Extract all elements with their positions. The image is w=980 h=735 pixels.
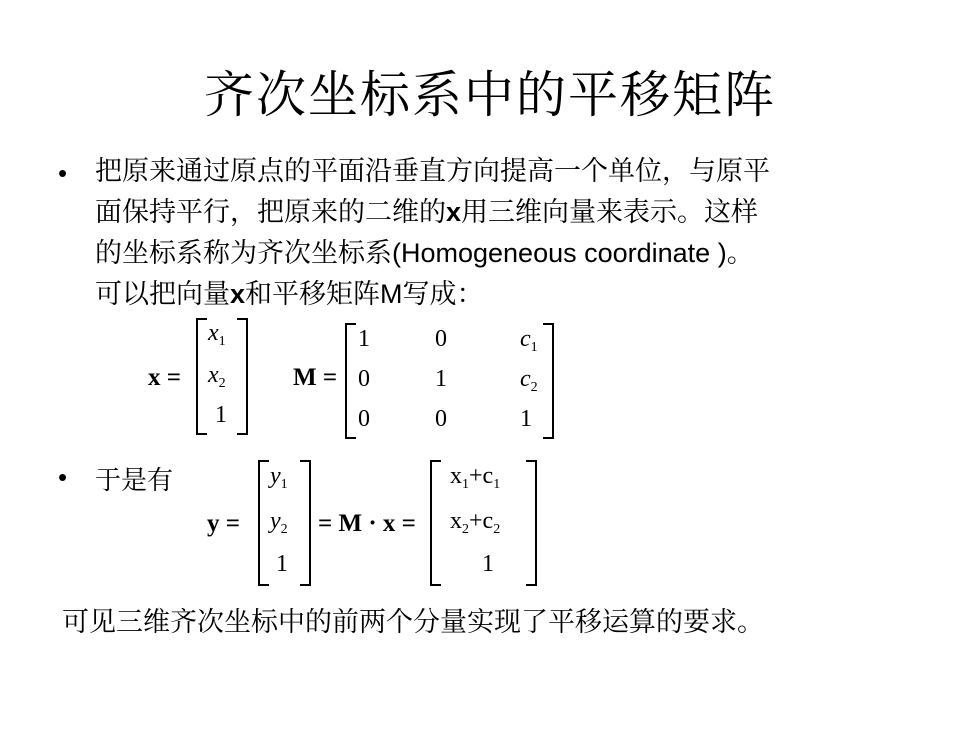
m-matrix-right-bracket (543, 323, 554, 439)
x-vector-lhs: x = (148, 364, 181, 391)
bullet-1-line-1: 把原来通过原点的平面沿垂直方向提高一个单位，与原平 (95, 156, 770, 187)
y-vector-row-1: $y_1$ (270, 463, 288, 492)
m-cell-3-2: 0 (435, 406, 447, 432)
m-matrix-left-bracket (345, 323, 356, 439)
bullet-1-line-3: 的坐标系称为齐次坐标系(Homogeneous coordinate )。 (95, 238, 754, 269)
m-cell-3-1: 0 (358, 406, 370, 432)
bullet-1-line-2: 面保持平行，把原来的二维的x用三维向量来表示。这样 (95, 197, 759, 228)
m-cell-1-2: 0 (435, 326, 447, 352)
m-cell-1-3: $c_1$ (520, 326, 538, 355)
y-vector-right-bracket (300, 460, 311, 586)
bullet-2-text: 于是有 (95, 466, 174, 496)
m-cell-2-3: $c_2$ (520, 366, 538, 395)
x-vector-row-2: $x_2$ (208, 362, 226, 391)
m-cell-2-1: 0 (358, 366, 370, 392)
rhs-vector-left-bracket (430, 460, 441, 586)
rhs-vector-row-1: $x_1+c_1$ (450, 463, 501, 492)
conclusion-text: 可见三维齐次坐标中的前两个分量实现了平移运算的要求。 (62, 607, 764, 638)
bullet-marker: • (58, 462, 68, 492)
m-cell-1-1: 1 (358, 326, 370, 352)
m-cell-3-3: 1 (520, 406, 532, 432)
x-vector-row-3: 1 (215, 402, 227, 428)
y-vector-row-3: 1 (276, 551, 288, 577)
rhs-vector-row-3: 1 (482, 551, 494, 577)
rhs-vector-right-bracket (526, 460, 537, 586)
y-vector-left-bracket (258, 460, 269, 586)
m-matrix-lhs: M = (293, 364, 338, 391)
equation-2-middle: = M · x = (318, 510, 416, 537)
y-vector-row-2: $y_2$ (270, 508, 288, 537)
x-vector-right-bracket (237, 318, 248, 435)
x-vector-left-bracket (196, 318, 207, 435)
bullet-1-line-4: 可以把向量x和平移矩阵M写成： (95, 279, 484, 310)
bullet-marker: • (58, 158, 68, 188)
bullet-1-text (95, 152, 925, 315)
rhs-vector-row-2: $x_2+c_2$ (450, 508, 501, 537)
m-cell-2-2: 1 (435, 366, 447, 392)
x-vector-row-1: $x_1$ (208, 320, 226, 349)
slide-title: 齐次坐标系中的平移矩阵 (204, 66, 776, 124)
y-vector-lhs: y = (207, 510, 240, 537)
